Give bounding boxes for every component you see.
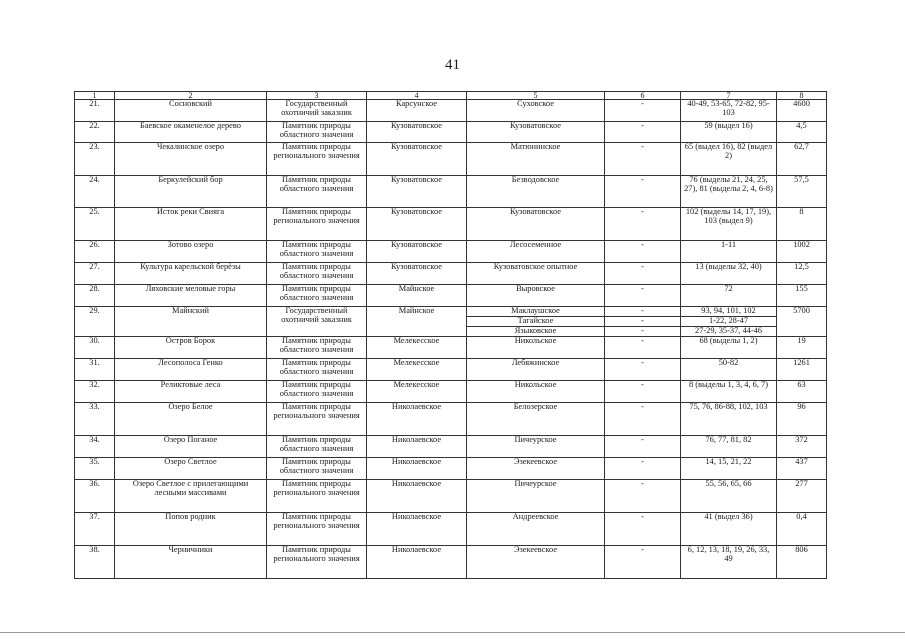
area-name: Озеро Светлое xyxy=(115,458,267,480)
forestry: Суховское xyxy=(467,100,605,122)
header-cell: 4 xyxy=(367,92,467,100)
quarters: 102 (выделы 14, 17, 19), 103 (выдел 9) xyxy=(681,208,777,241)
area-name: Баевское окаменелое дерево xyxy=(115,122,267,143)
column-6: - xyxy=(605,122,681,143)
area-name: Реликтовые леса xyxy=(115,381,267,403)
quarters: 76 (выделы 21, 24, 25, 27), 81 (выделы 2, 4, 6-8) xyxy=(681,176,777,208)
table-row xyxy=(75,176,827,208)
quarters-line: 1-22, 28-47 xyxy=(681,316,776,326)
forestry: Безводовское xyxy=(467,176,605,208)
area-value: 57,5 xyxy=(777,176,827,208)
table-header-row xyxy=(75,92,827,100)
column-6: - xyxy=(605,458,681,480)
district: Майнское xyxy=(367,307,467,337)
quarters: 13 (выделы 32, 40) xyxy=(681,263,777,285)
area-value: 5700 xyxy=(777,307,827,337)
header-cell: 3 xyxy=(267,92,367,100)
table-row xyxy=(75,263,827,285)
row-number: 24. xyxy=(75,176,115,208)
area-type: Памятник природы регионального значения xyxy=(267,143,367,176)
area-value: 155 xyxy=(777,285,827,307)
area-type: Памятник природы областного значения xyxy=(267,122,367,143)
area-name: Озеро Белое xyxy=(115,403,267,436)
district: Мелекесское xyxy=(367,381,467,403)
row-number: 30. xyxy=(75,337,115,359)
table-row xyxy=(75,307,827,337)
area-value: 277 xyxy=(777,480,827,513)
table-row xyxy=(75,403,827,436)
column-6-line: - xyxy=(641,306,644,315)
column-6: - xyxy=(605,480,681,513)
forestry: Кузоватовское опытное xyxy=(467,263,605,285)
area-name: Зотово озеро xyxy=(115,241,267,263)
quarters-line: 27-29, 35-37, 44-46 xyxy=(681,326,776,336)
area-value: 437 xyxy=(777,458,827,480)
area-type: Государственный охотничий заказник xyxy=(267,100,367,122)
table-row xyxy=(75,436,827,458)
quarters: 72 xyxy=(681,285,777,307)
district: Кузоватовское xyxy=(367,176,467,208)
district: Карсунское xyxy=(367,100,467,122)
area-name: Озеро Светлое с прилегающими лесными массивами xyxy=(115,480,267,513)
row-number: 31. xyxy=(75,359,115,381)
forestry: Кузоватовское xyxy=(467,122,605,143)
row-number: 38. xyxy=(75,546,115,579)
area-name: Чекалинское озеро xyxy=(115,143,267,176)
forestry: Матюнинское xyxy=(467,143,605,176)
header-cell: 8 xyxy=(777,92,827,100)
forestry xyxy=(467,307,605,337)
quarters: 55, 56, 65, 66 xyxy=(681,480,777,513)
quarters: 68 (выделы 1, 2) xyxy=(681,337,777,359)
area-type: Памятник природы областного значения xyxy=(267,176,367,208)
row-number: 26. xyxy=(75,241,115,263)
area-name: Остров Борок xyxy=(115,337,267,359)
quarters: 8 (выделы 1, 3, 4, 6, 7) xyxy=(681,381,777,403)
district: Николаевское xyxy=(367,403,467,436)
area-value: 0,4 xyxy=(777,513,827,546)
area-value: 96 xyxy=(777,403,827,436)
row-number: 34. xyxy=(75,436,115,458)
page-number: 41 xyxy=(445,57,460,73)
row-number: 36. xyxy=(75,480,115,513)
quarters: 40-49, 53-65, 72-82, 95-103 xyxy=(681,100,777,122)
table-row xyxy=(75,122,827,143)
forestry: Пичеурское xyxy=(467,436,605,458)
row-number: 32. xyxy=(75,381,115,403)
column-6: - xyxy=(605,513,681,546)
protected-areas-table xyxy=(74,91,827,579)
row-number: 21. xyxy=(75,100,115,122)
area-type: Памятник природы областного значения xyxy=(267,436,367,458)
table-row xyxy=(75,143,827,176)
district: Мелекесское xyxy=(367,337,467,359)
table-row xyxy=(75,546,827,579)
district: Николаевское xyxy=(367,480,467,513)
area-type: Памятник природы областного значения xyxy=(267,285,367,307)
district: Николаевское xyxy=(367,546,467,579)
area-name: Черничники xyxy=(115,546,267,579)
column-6: - xyxy=(605,403,681,436)
quarters: 6, 12, 13, 18, 19, 26, 33, 49 xyxy=(681,546,777,579)
area-value: 1002 xyxy=(777,241,827,263)
quarters: 1-11 xyxy=(681,241,777,263)
forestry: Никольское xyxy=(467,381,605,403)
area-value: 372 xyxy=(777,436,827,458)
area-name: Беркулейский бор xyxy=(115,176,267,208)
column-6: - xyxy=(605,381,681,403)
area-name: Попов родник xyxy=(115,513,267,546)
area-name: Лесополоса Генко xyxy=(115,359,267,381)
table-row xyxy=(75,381,827,403)
district: Майнское xyxy=(367,285,467,307)
area-name: Майнский xyxy=(115,307,267,337)
column-6-line: - xyxy=(605,326,680,336)
quarters: 75, 76, 86-88, 102, 103 xyxy=(681,403,777,436)
area-type: Памятник природы областного значения xyxy=(267,359,367,381)
row-number: 33. xyxy=(75,403,115,436)
area-type: Государственный охотничий заказник xyxy=(267,307,367,337)
forestry: Лебяжинское xyxy=(467,359,605,381)
table-row xyxy=(75,241,827,263)
area-type: Памятник природы регионального значения xyxy=(267,480,367,513)
column-6: - xyxy=(605,546,681,579)
scan-edge-line xyxy=(0,632,905,633)
table-row xyxy=(75,337,827,359)
area-type: Памятник природы областного значения xyxy=(267,337,367,359)
area-value: 63 xyxy=(777,381,827,403)
column-6: - xyxy=(605,263,681,285)
forestry: Эзекеевское xyxy=(467,458,605,480)
area-value: 62,7 xyxy=(777,143,827,176)
area-type: Памятник природы областного значения xyxy=(267,381,367,403)
district: Николаевское xyxy=(367,458,467,480)
table-row xyxy=(75,513,827,546)
column-6: - xyxy=(605,176,681,208)
table-row xyxy=(75,458,827,480)
header-cell: 5 xyxy=(467,92,605,100)
forestry: Выровское xyxy=(467,285,605,307)
forestry-line: Языковское xyxy=(467,326,604,336)
area-value: 8 xyxy=(777,208,827,241)
area-name: Озеро Поганое xyxy=(115,436,267,458)
row-number: 27. xyxy=(75,263,115,285)
quarters: 41 (выдел 36) xyxy=(681,513,777,546)
forestry: Кузоватовское xyxy=(467,208,605,241)
forestry-line: Тагайское xyxy=(467,316,604,326)
forestry-line: Маклаушское xyxy=(511,306,560,315)
forestry: Белозерское xyxy=(467,403,605,436)
quarters: 76, 77, 81, 82 xyxy=(681,436,777,458)
forestry: Пичеурское xyxy=(467,480,605,513)
district: Николаевское xyxy=(367,436,467,458)
area-name: Ляховские меловые горы xyxy=(115,285,267,307)
header-cell: 7 xyxy=(681,92,777,100)
table-row xyxy=(75,480,827,513)
header-cell: 1 xyxy=(75,92,115,100)
area-value: 4,5 xyxy=(777,122,827,143)
quarters xyxy=(681,307,777,337)
district: Кузоватовское xyxy=(367,263,467,285)
area-value: 1261 xyxy=(777,359,827,381)
area-value: 19 xyxy=(777,337,827,359)
forestry: Лесосеменное xyxy=(467,241,605,263)
column-6-line: - xyxy=(605,316,680,326)
table-row xyxy=(75,100,827,122)
area-type: Памятник природы областного значения xyxy=(267,241,367,263)
header-cell: 6 xyxy=(605,92,681,100)
row-number: 35. xyxy=(75,458,115,480)
forestry: Эзекеевское xyxy=(467,546,605,579)
row-number: 28. xyxy=(75,285,115,307)
district: Мелекесское xyxy=(367,359,467,381)
district: Кузоватовское xyxy=(367,122,467,143)
area-type: Памятник природы регионального значения xyxy=(267,403,367,436)
forestry: Никольское xyxy=(467,337,605,359)
area-value: 12,5 xyxy=(777,263,827,285)
column-6: - xyxy=(605,208,681,241)
table-row xyxy=(75,208,827,241)
column-6: - xyxy=(605,143,681,176)
area-name: Исток реки Свияга xyxy=(115,208,267,241)
area-type: Памятник природы регионального значения xyxy=(267,546,367,579)
column-6 xyxy=(605,307,681,337)
quarters: 65 (выдел 16), 82 (выдел 2) xyxy=(681,143,777,176)
header-cell: 2 xyxy=(115,92,267,100)
district: Кузоватовское xyxy=(367,208,467,241)
quarters: 50-82 xyxy=(681,359,777,381)
area-name: Культура карельской берёзы xyxy=(115,263,267,285)
column-6: - xyxy=(605,241,681,263)
column-6: - xyxy=(605,100,681,122)
table-row xyxy=(75,285,827,307)
row-number: 22. xyxy=(75,122,115,143)
area-type: Памятник природы областного значения xyxy=(267,458,367,480)
quarters: 59 (выдел 16) xyxy=(681,122,777,143)
district: Кузоватовское xyxy=(367,143,467,176)
column-6: - xyxy=(605,359,681,381)
area-value: 806 xyxy=(777,546,827,579)
area-name: Сосновский xyxy=(115,100,267,122)
column-6: - xyxy=(605,337,681,359)
row-number: 25. xyxy=(75,208,115,241)
row-number: 23. xyxy=(75,143,115,176)
row-number: 29. xyxy=(75,307,115,337)
area-value: 4600 xyxy=(777,100,827,122)
table-row xyxy=(75,359,827,381)
quarters-line: 93, 94, 101, 102 xyxy=(701,306,756,315)
area-type: Памятник природы регионального значения xyxy=(267,513,367,546)
row-number: 37. xyxy=(75,513,115,546)
quarters: 14, 15, 21, 22 xyxy=(681,458,777,480)
area-type: Памятник природы областного значения xyxy=(267,263,367,285)
forestry: Андреевское xyxy=(467,513,605,546)
district: Николаевское xyxy=(367,513,467,546)
district: Кузоватовское xyxy=(367,241,467,263)
column-6: - xyxy=(605,285,681,307)
column-6: - xyxy=(605,436,681,458)
area-type: Памятник природы регионального значения xyxy=(267,208,367,241)
